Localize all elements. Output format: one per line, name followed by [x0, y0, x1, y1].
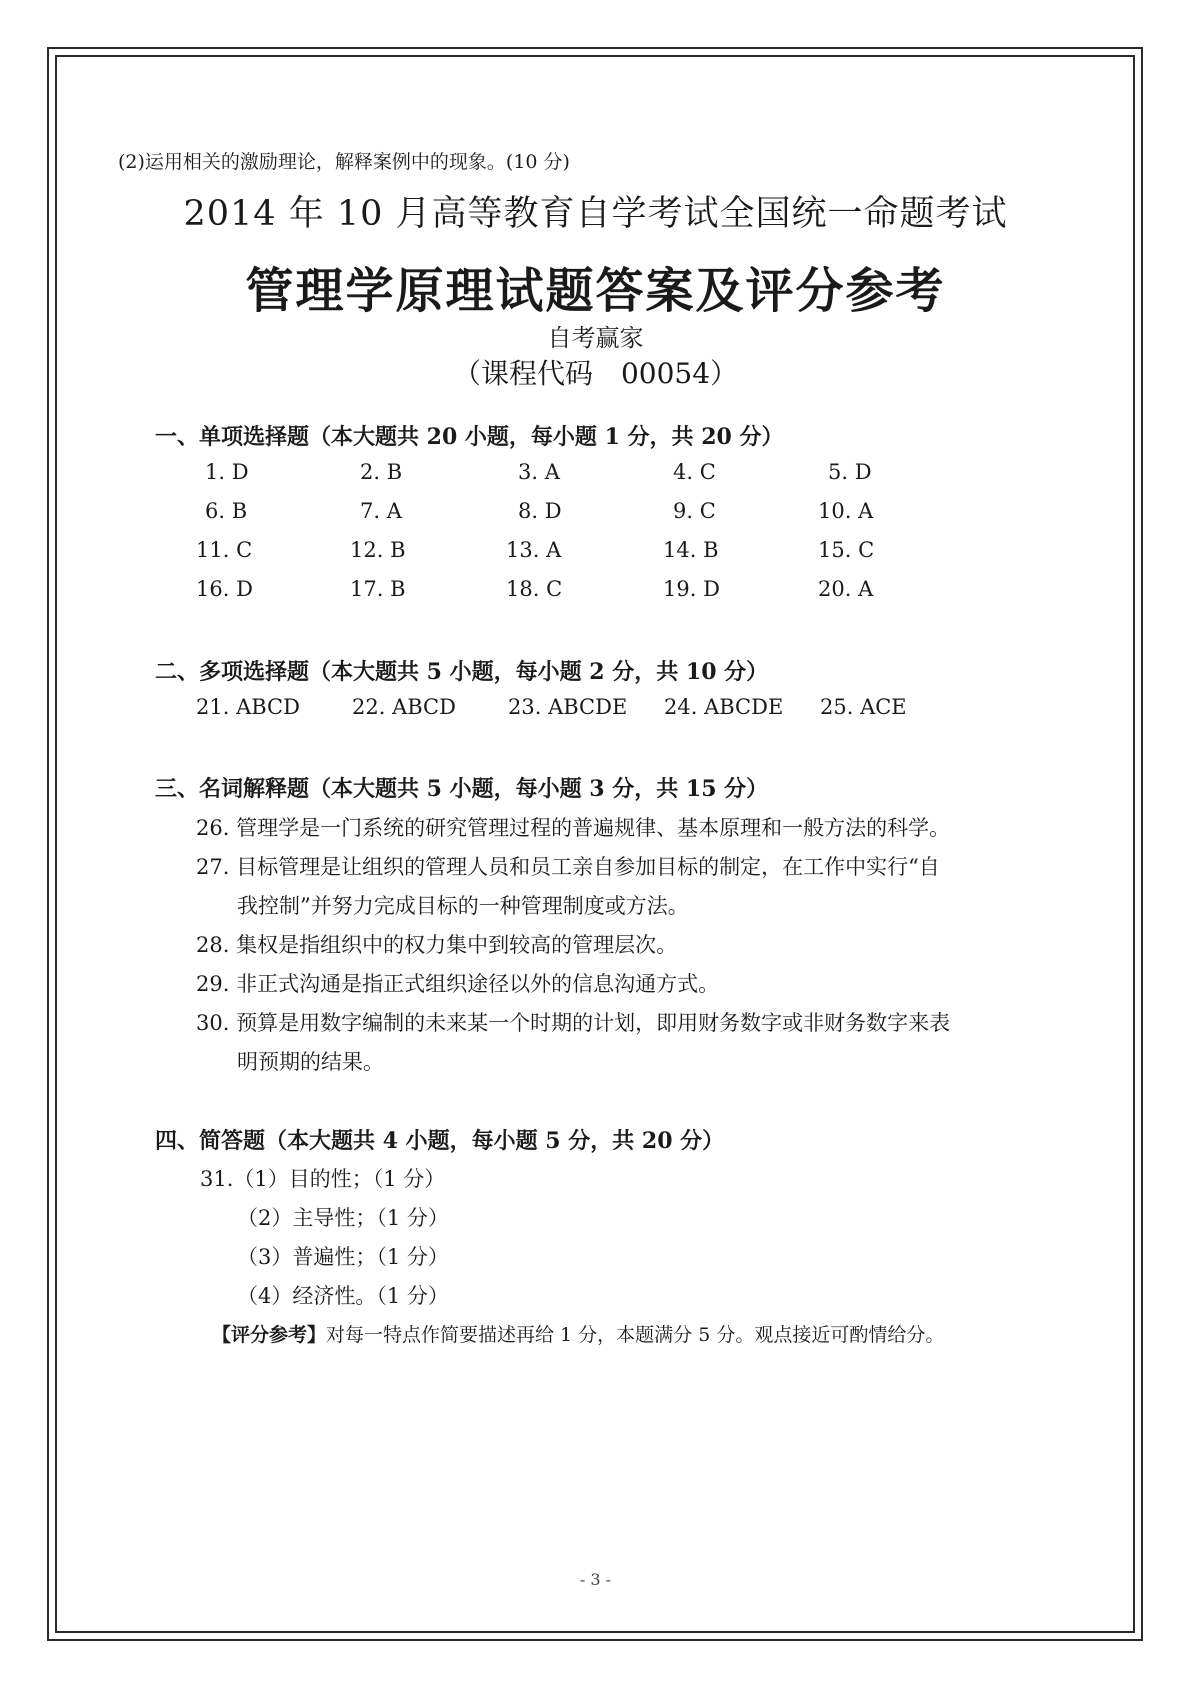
answer-item: 6. B	[205, 499, 248, 523]
answer-item: 12. B	[350, 538, 406, 562]
answer-item: 18. C	[506, 577, 563, 601]
answer-item: 2. B	[360, 460, 403, 484]
answer-item: 3. A	[518, 460, 560, 484]
section3-heading: 三、名词解释题（本大题共 5 小题，每小题 3 分，共 15 分）	[155, 776, 769, 802]
scoring-note-text: 对每一特点作简要描述再给 1 分，本题满分 5 分。观点接近可酌情给分。	[326, 1324, 945, 1346]
answer-item: 5. D	[828, 460, 872, 484]
answer-item: 10. A	[818, 499, 874, 523]
definition-line: 26. 管理学是一门系统的研究管理过程的普遍规律、基本原理和一般方法的科学。	[196, 816, 951, 840]
answer-item: 19. D	[663, 577, 720, 601]
answer-item: 13. A	[506, 538, 562, 562]
short-answer-line: （2）主导性；（1 分）	[237, 1206, 449, 1230]
answer-item: 14. B	[663, 538, 719, 562]
short-answer-line: （4）经济性。（1 分）	[237, 1284, 449, 1308]
course-code: （课程代码 00054）	[452, 357, 739, 390]
answer-item: 22. ABCD	[352, 695, 456, 719]
answer-item: 20. A	[818, 577, 874, 601]
answer-item: 11. C	[196, 538, 253, 562]
answer-item: 7. A	[360, 499, 402, 523]
answer-item: 16. D	[196, 577, 253, 601]
exam-title: 2014 年 10 月高等教育自学考试全国统一命题考试	[183, 194, 1008, 234]
section4-heading: 四、简答题（本大题共 4 小题，每小题 5 分，共 20 分）	[155, 1128, 725, 1154]
definition-line: 27. 目标管理是让组织的管理人员和员工亲自参加目标的制定，在工作中实行“自	[196, 855, 940, 879]
page-number: - 3 -	[579, 1570, 612, 1589]
definition-line: 29. 非正式沟通是指正式组织途径以外的信息沟通方式。	[196, 972, 720, 996]
answer-item: 4. C	[673, 460, 716, 484]
answer-item: 23. ABCDE	[508, 695, 628, 719]
answer-item: 15. C	[818, 538, 875, 562]
main-title: 管理学原理试题答案及评分参考	[245, 263, 946, 319]
subtitle: 自考赢家	[547, 324, 644, 352]
answer-item: 1. D	[205, 460, 249, 484]
scoring-note	[212, 1320, 944, 1347]
short-answer-line: （3）普遍性；（1 分）	[237, 1245, 449, 1269]
definition-line: 28. 集权是指组织中的权力集中到较高的管理层次。	[196, 933, 678, 957]
answer-item: 8. D	[518, 499, 562, 523]
answer-item: 17. B	[350, 577, 406, 601]
section1-heading: 一、单项选择题（本大题共 20 小题，每小题 1 分，共 20 分）	[155, 424, 784, 450]
answer-item: 25. ACE	[820, 695, 907, 719]
definition-line: 我控制”并努力完成目标的一种管理制度或方法。	[237, 894, 689, 918]
answer-item: 21. ABCD	[196, 695, 300, 719]
previous-question: (2)运用相关的激励理论，解释案例中的现象。(10 分)	[118, 151, 570, 173]
short-answer-line: 31.（1）目的性；（1 分）	[200, 1167, 446, 1191]
answer-item: 9. C	[673, 499, 716, 523]
answer-item: 24. ABCDE	[664, 695, 784, 719]
definition-line: 明预期的结果。	[237, 1050, 384, 1074]
scoring-note-label: 【评分参考】	[212, 1324, 327, 1346]
definition-line: 30. 预算是用数字编制的未来某一个时期的计划，即用财务数字或非财务数字来表	[196, 1011, 951, 1035]
section2-heading: 二、多项选择题（本大题共 5 小题，每小题 2 分，共 10 分）	[155, 659, 769, 685]
